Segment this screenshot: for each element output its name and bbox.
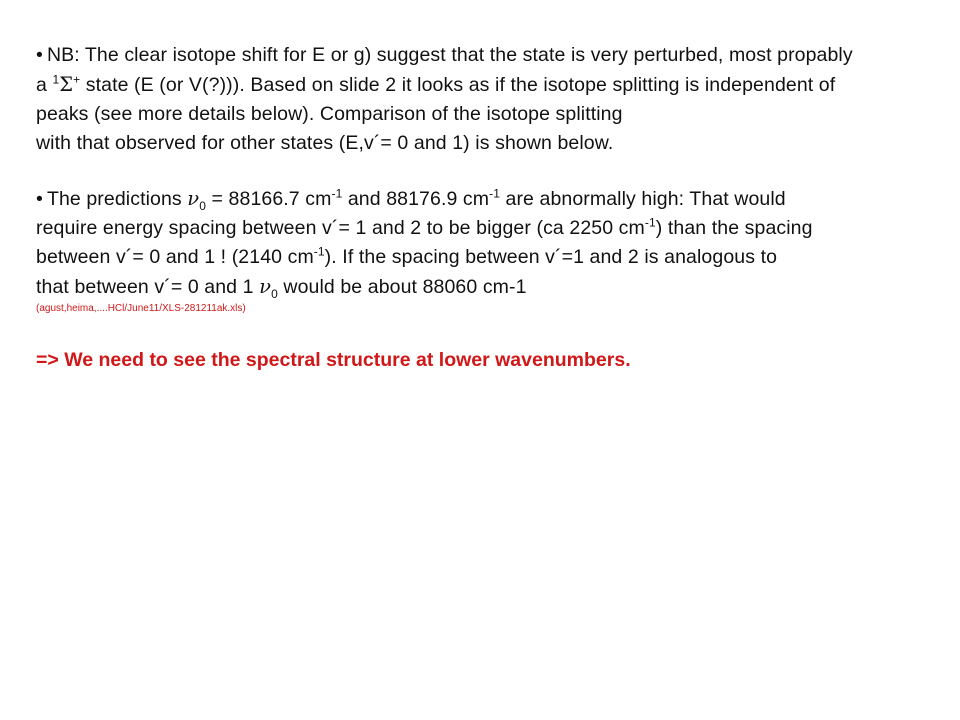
paragraph-predictions xyxy=(36,184,946,302)
text-fragment: require energy spacing between v´= 1 and 2 to be bigger (ca 2250 cm xyxy=(36,217,645,239)
paragraph-line: peaks (see more details below). Comparison of the isotope splitting xyxy=(36,103,623,125)
subscript-zero: 0 xyxy=(271,286,278,301)
text-fragment: state (E (or V(?))). Based on slide 2 it looks as if the isotope splitting is independent of xyxy=(80,74,836,96)
paragraph-line: with that observed for other states (E,v´= 0 and 1) is shown below. xyxy=(36,132,614,154)
superscript-minus-one: -1 xyxy=(313,244,325,259)
text-fragment: The predictions xyxy=(46,188,188,210)
text-fragment: = 88166.7 cm xyxy=(206,188,332,210)
superscript-minus-one: -1 xyxy=(331,186,343,201)
text-fragment: a xyxy=(36,74,53,96)
text-fragment: and 88176.9 cm xyxy=(342,188,490,210)
paragraph-isotope-shift xyxy=(36,41,946,158)
text-fragment: between v´= 0 and 1 ! (2140 cm xyxy=(36,246,314,268)
text-fragment: would be about 88060 cm-1 xyxy=(277,276,527,298)
paragraph-line xyxy=(36,243,946,272)
file-reference-note: (agust,heima,....HCl/June11/XLS-281211ak.xls) xyxy=(36,303,246,314)
paragraph-line xyxy=(36,184,946,214)
isotope-shift-text: NB: The clear isotope shift for E or g) suggest that the state is very perturbed, most propably xyxy=(46,44,853,66)
text-fragment: are abnormally high: That would xyxy=(500,188,786,210)
superscript-plus: + xyxy=(73,72,81,87)
nu-symbol: ν xyxy=(259,275,272,298)
bullet-icon: • xyxy=(36,188,43,210)
superscript-one: 1 xyxy=(52,72,60,87)
superscript-minus-one: -1 xyxy=(489,186,500,201)
paragraph-line xyxy=(36,70,946,100)
text-fragment: that between v´= 0 and 1 xyxy=(36,276,260,298)
paragraph-line xyxy=(36,214,946,243)
nu-symbol: ν xyxy=(187,187,200,210)
conclusion-text: => We need to see the spectral structure at lower wavenumbers. xyxy=(36,349,631,371)
paragraph-line xyxy=(36,41,946,70)
sigma-symbol: Σ xyxy=(59,73,74,96)
paragraph-line xyxy=(36,272,946,302)
text-fragment: ). If the spacing between v´=1 and 2 is analogous to xyxy=(324,246,778,268)
subscript-zero: 0 xyxy=(199,198,207,213)
text-fragment: ) than the spacing xyxy=(655,217,813,239)
bullet-icon: • xyxy=(36,44,43,66)
superscript-minus-one: -1 xyxy=(644,215,656,230)
